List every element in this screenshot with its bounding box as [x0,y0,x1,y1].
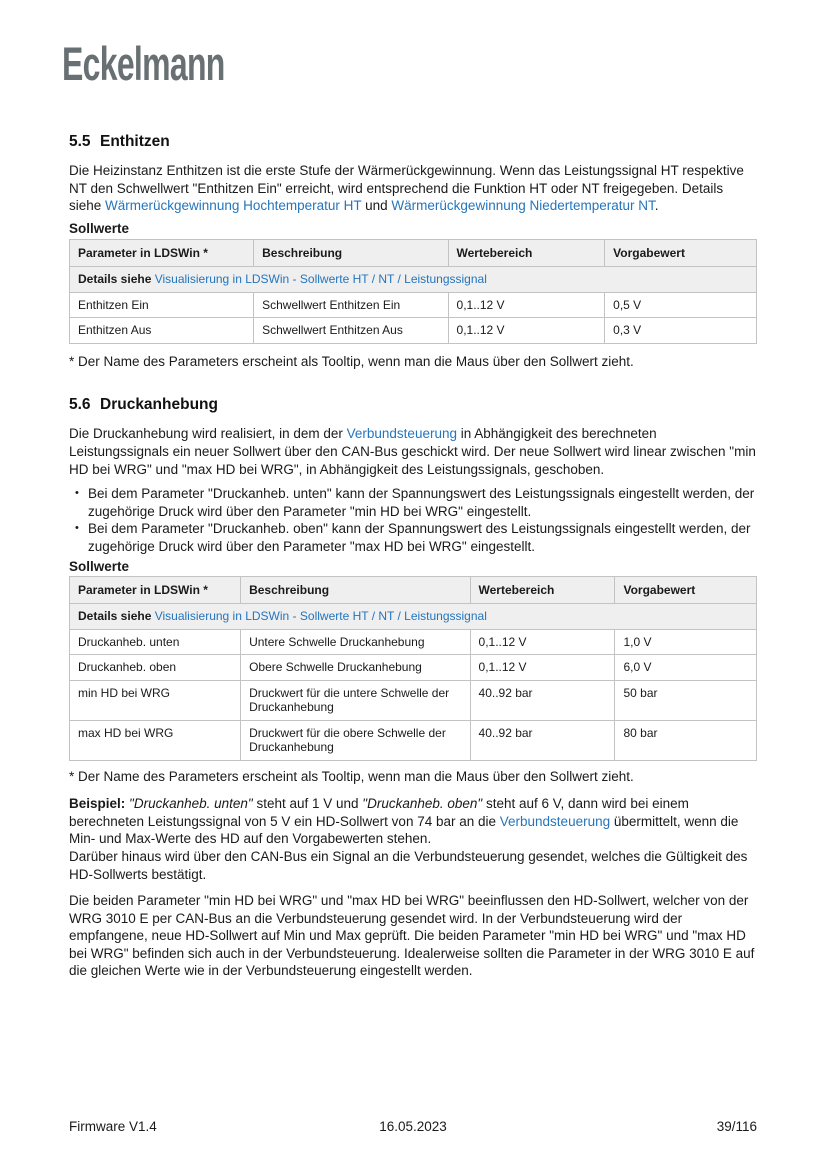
sollwerte-table-druckanhebung [69,576,757,761]
beispiel-paragraph [69,795,757,883]
sollwerte-table-enthitzen [69,239,757,344]
section-number: 5.5 [69,133,91,150]
cell-beschreibung: Druckwert für die untere Schwelle der Druckanhebung [241,680,470,720]
intro-text: in Abhängigkeit des berechneten Leistungssignals ein neuer Sollwert über den CAN-Bus geschickt wird. Der neue Sollwert wird linear zwischen "min HD bei WRG" und "max HD bei WRG", in Abhängigkeit des Leistungssignals, geschoben. [69,426,756,477]
col-header-beschreibung: Beschreibung [241,576,470,604]
cell-parameter: min HD bei WRG [70,680,241,720]
beispiel-italic: "Druckanheb. unten" [129,796,253,812]
closing-paragraph: Die beiden Parameter "min HD bei WRG" und "max HD bei WRG" beeinflussen den HD-Sollwert, welcher von der WRG 3010 E per CAN-Bus an die Verbundsteuerung gesendet wird. In der Verbundsteuerung wird der empfangene, neue HD-Sollwert auf Min und Max geprüft. Die beiden Parameter "min HD bei WRG" und "max HD bei WRG" befinden sich auch in der Verbundsteuerung. Idealerweise sollten die Parameter in der WRG 3010 E auf die gleichen Werte wie in der Verbundsteuerung eingestellt werden. [69,893,755,979]
cell-vorgabewert: 1,0 V [615,629,757,655]
col-header-vorgabewert: Vorgabewert [615,576,757,604]
details-prefix: Details siehe [78,272,155,287]
beispiel-text: Darüber hinaus wird über den CAN-Bus ein Signal an die Verbundsteuerung gesendet, welches die Gültigkeit des HD-Sollwerts bestätigt. [69,848,748,882]
table-details-row [70,267,757,293]
beispiel-label: Beispiel: [69,796,126,812]
tooltip-footnote: * Der Name des Parameters erscheint als Tooltip, wenn man die Maus über den Sollwert zieht. [69,353,634,369]
table-row [70,680,757,720]
eckelmann-logo: Eckelmann [62,37,225,90]
cell-vorgabewert: 0,5 V [605,292,757,318]
cell-beschreibung: Obere Schwelle Druckanhebung [241,655,470,681]
table-row [70,655,757,681]
cell-wertebereich: 0,1..12 V [470,629,615,655]
col-header-parameter: Parameter in LDSWin * [70,576,241,604]
table-row [70,292,757,318]
intro-text: Die Heizinstanz Enthitzen ist die erste Stufe der Wärmerückgewinnung. Wenn das Leistungssignal HT respektive NT den Schwellwert "Enthitzen Ein" erreicht, wird entsprechend die Funktion HT oder NT freigegeben. Details siehe [69,163,744,214]
parameter-bullet-list [69,485,757,555]
cell-wertebereich: 40..92 bar [470,680,615,720]
col-header-wertebereich: Wertebereich [448,239,605,267]
col-header-parameter: Parameter in LDSWin * [70,239,254,267]
list-item [69,520,757,555]
cell-vorgabewert: 50 bar [615,680,757,720]
cell-wertebereich: 40..92 bar [470,720,615,760]
details-cell [70,267,757,293]
details-cell [70,604,757,630]
beispiel-text: übermittelt, wenn die Min- und Max-Werte des HD auf den Vorgabewerten stehen. [69,813,739,847]
cell-beschreibung: Druckwert für die obere Schwelle der Druckanhebung [241,720,470,760]
section-heading-5-5 [69,133,757,151]
col-header-vorgabewert: Vorgabewert [605,239,757,267]
link-visualisierung-ldswin[interactable]: Visualisierung in LDSWin - Sollwerte HT / NT / Leistungssignal [154,272,487,287]
cell-parameter: Druckanheb. unten [70,629,241,655]
beispiel-text: steht auf 1 V und [252,796,363,812]
bullet-text: Bei dem Parameter "Druckanheb. unten" kann der Spannungswert des Leistungssignals eingestellt werden, der zugehörige Druck wird über den Parameter "min HD bei WRG" eingestellt. [88,486,755,519]
table-details-row [70,604,757,630]
table-row [70,629,757,655]
footer-date: 16.05.2023 [379,1119,447,1134]
bullet-text: Bei dem Parameter "Druckanheb. oben" kann der Spannungswert des Leistungssignals eingestellt werden, der zugehörige Druck wird über den Parameter "max HD bei WRG" eingestellt. [88,521,751,554]
intro-text: Die Druckanhebung wird realisiert, in dem der [69,426,347,442]
cell-vorgabewert: 6,0 V [615,655,757,681]
cell-wertebereich: 0,1..12 V [448,292,605,318]
cell-beschreibung: Schwellwert Enthitzen Aus [254,318,448,344]
section-heading-5-6 [69,396,757,414]
page-footer [69,1119,757,1134]
link-visualisierung-ldswin[interactable]: Visualisierung in LDSWin - Sollwerte HT / NT / Leistungssignal [154,609,487,624]
cell-vorgabewert: 0,3 V [605,318,757,344]
table-header-row [70,239,757,267]
cell-vorgabewert: 80 bar [615,720,757,760]
details-prefix: Details siehe [78,609,155,624]
cell-wertebereich: 0,1..12 V [448,318,605,344]
cell-beschreibung: Untere Schwelle Druckanhebung [241,629,470,655]
beispiel-text: steht auf 6 V, dann wird bei einem berechneten Leistungssignal von 5 V ein HD-Sollwert von 74 bar an die [69,796,689,829]
link-verbundsteuerung[interactable]: Verbundsteuerung [499,813,611,829]
sollwerte-label: Sollwerte [69,220,130,236]
sollwerte-label: Sollwerte [69,558,130,574]
cell-parameter: Enthitzen Ein [70,292,254,318]
cell-parameter: Druckanheb. oben [70,655,241,681]
table-header-row [70,576,757,604]
section-number: 5.6 [69,396,91,414]
section-5-5-intro-paragraph [69,162,757,215]
section-title: Druckanhebung [100,396,218,414]
cell-beschreibung: Schwellwert Enthitzen Ein [254,292,448,318]
page-content [69,0,757,980]
link-waermerueckgewinnung-niedertemperatur-nt[interactable]: Wärmerückgewinnung Niedertemperatur NT [391,198,655,214]
beispiel-italic: "Druckanheb. oben" [362,796,483,812]
intro-text: und [361,198,392,214]
link-waermerueckgewinnung-hochtemperatur-ht[interactable]: Wärmerückgewinnung Hochtemperatur HT [105,198,362,214]
col-header-beschreibung: Beschreibung [254,239,448,267]
link-verbundsteuerung[interactable]: Verbundsteuerung [346,426,457,442]
table-row [70,318,757,344]
tooltip-footnote: * Der Name des Parameters erscheint als Tooltip, wenn man die Maus über den Sollwert zieht. [69,768,634,784]
bullet-icon: • [75,487,79,500]
cell-parameter: Enthitzen Aus [70,318,254,344]
cell-parameter: max HD bei WRG [70,720,241,760]
intro-text: . [654,198,659,214]
section-title: Enthitzen [100,133,170,150]
list-item [69,485,757,520]
bullet-icon: • [75,522,79,535]
col-header-wertebereich: Wertebereich [470,576,615,604]
section-5-6-intro-paragraph [69,425,757,478]
table-row [70,720,757,760]
footer-firmware-version: Firmware V1.4 [69,1119,157,1134]
cell-wertebereich: 0,1..12 V [470,655,615,681]
footer-page-number: 39/116 [716,1119,757,1134]
